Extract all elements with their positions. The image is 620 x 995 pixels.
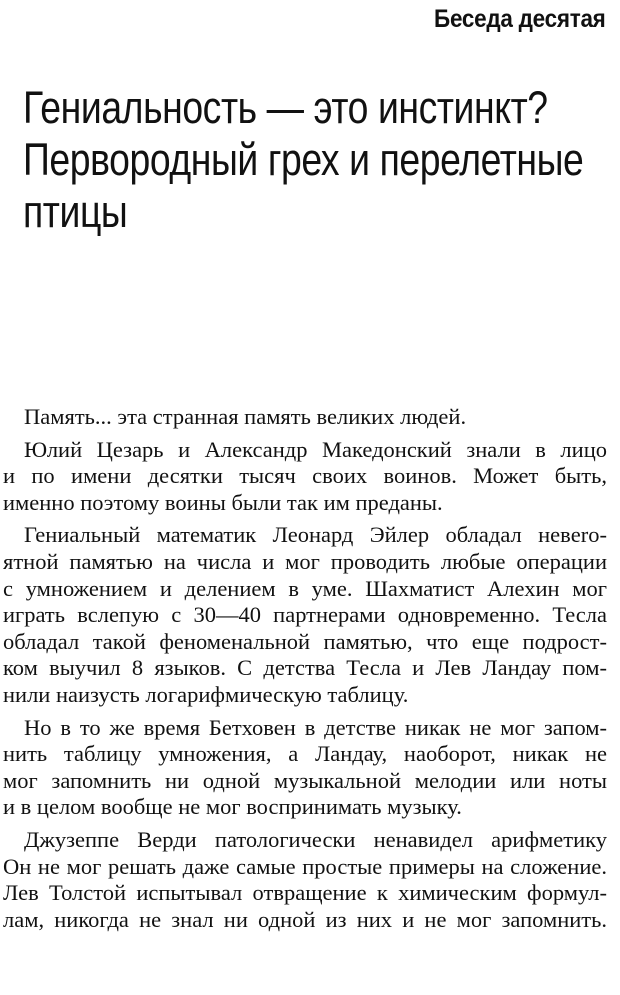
paragraph — [0, 437, 620, 517]
running-head: Беседа десятая — [434, 5, 606, 33]
body-text — [0, 404, 620, 939]
text-line: Юлий Цезарь и Александр Македонский знали в лицо — [24, 436, 607, 462]
text-line: обладал такой феноменальной памятью, что еще подрост- — [3, 628, 607, 654]
text-line: и в целом вообще не мог воспринимать музыку. — [3, 794, 462, 820]
text-line: и по имени десятки тысяч своих воинов. Может быть, — [3, 463, 607, 489]
text-line: нили наизусть логарифмическую таблицу. — [3, 681, 409, 707]
text-line: Память... эта странная память великих людей. — [24, 404, 467, 429]
text-line: Лев Толстой испытывал отвращение к химическим формул- — [3, 880, 607, 906]
chapter-title-line: Гениальность — это инстинкт? — [23, 82, 548, 133]
text-line: мог запомнить ни одной музыкальной мелодии или ноты — [3, 767, 607, 793]
text-line: именно поэтому воины были так им преданы. — [3, 489, 443, 515]
paragraph — [0, 404, 620, 431]
text-line: с умножением и делением в уме. Шахматист Алехин мог — [3, 575, 607, 601]
chapter-title — [23, 82, 584, 238]
text-line: лам, никогда не знал ни одной из них и не мог запомнить. — [3, 906, 607, 932]
chapter-title-line: птицы — [23, 186, 128, 237]
paragraph — [0, 827, 620, 933]
paragraph — [0, 715, 620, 821]
paragraph — [0, 522, 620, 708]
text-line: Джузеппе Верди патологически ненавидел арифметику — [24, 826, 607, 852]
text-line: ятной памятью на числа и мог проводить любые операции — [3, 548, 607, 574]
text-line: нить таблицу умножения, а Ландау, наоборот, никак не — [3, 741, 607, 767]
chapter-title-line: Первородный грех и перелетные — [23, 134, 584, 185]
text-line: ком выучил 8 языков. С детства Тесла и Лев Ландау пом- — [3, 655, 607, 681]
text-line: Но в то же время Бетховен в детстве никак не мог запом- — [24, 714, 607, 740]
text-line: Он не мог решать даже самые простые примеры на сложение. — [3, 853, 607, 879]
text-line: Гениальный математик Леонард Эйлер обладал невero- — [24, 522, 607, 548]
text-line: играть вслепую с 30—40 партнерами одновременно. Тесла — [3, 602, 607, 628]
